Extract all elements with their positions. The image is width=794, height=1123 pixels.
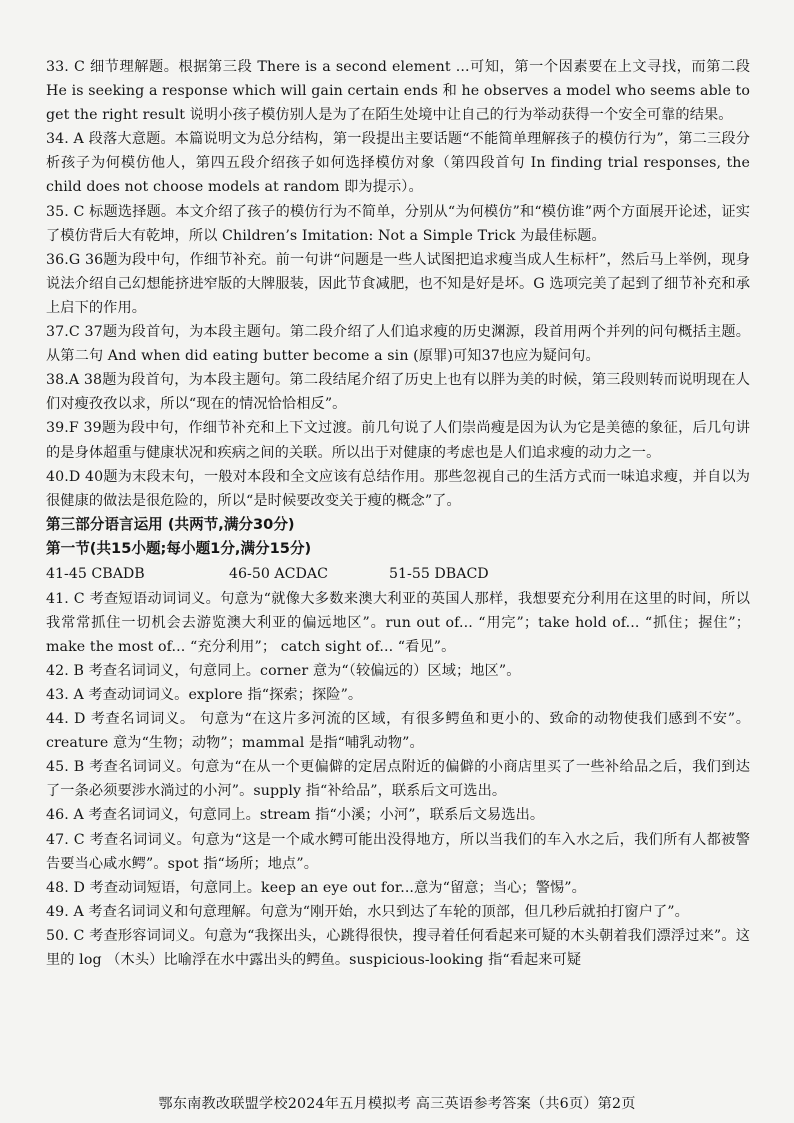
page-footer: 鄂东南教改联盟学校2024年五月模拟考 高三英语参考答案（共6页）第2页 [158,1096,636,1112]
answer-33: 33. C 细节理解题。根据第三段 There is a second element ...可知，第一个因素要在上文寻找，而第二段 He is seeking a response which will gain certain ends 和 he observes a model who seems able to get the right result 说明小孩子模仿别人是为了在陌生处境中让自己的行为举动获得一个安全可靠的结果。 [46,59,750,124]
answer-39: 39.F 39题为段中句，作细节补充和上下文过渡。前几句说了人们崇尚瘦是因为认为它是美德的象征，后几句讲的是身体超重与健康状况和疾病之间的关联。所以出于对健康的考虑也是人们追求瘦的动力之一。 [46,420,750,461]
answer-45: 45. B 考查名词词义。句意为“在从一个更偏僻的定居点附近的偏僻的小商店里买了一些补给品之后，我们到达了一条必须要涉水淌过的小河”。supply 指“补给品”，联系后文可选出。 [46,759,750,800]
answer-key-41-45: 41-45 CBADB [46,565,145,582]
answer-44: 44. D 考查名词词义。 句意为“在这片多河流的区域，有很多鳄鱼和更小的、致命的动物使我们感到不安”。creature 意为“生物；动物”；mammal 是指“哺乳动物”。 [46,711,750,752]
answer-40: 40.D 40题为末段末句，一般对本段和全文应该有总结作用。那些忽视自己的生活方式而一味追求瘦，并自以为很健康的做法是很危险的，所以“是时候要改变关于瘦的概念”了。 [46,468,750,509]
answer-49: 49. A 考查名词词义和句意理解。句意为“刚开始，水只到达了车轮的顶部，但几秒后就拍打窗户了”。 [46,903,689,920]
answer-47: 47. C 考查名词词义。句意为“这是一个咸水鳄可能出没得地方，所以当我们的车入水之后，我们所有人都被警告要当心咸水鳄”。spot 指“场所；地点”。 [46,831,750,872]
answer-41: 41. C 考查短语动词词义。句意为“就像大多数来澳大利亚的英国人那样，我想要充分利用在这里的时间，所以我常常抓住一切机会去游览澳大利亚的偏远地区”。run out of... “用完”；take hold of... “抓住；握住”； make the most of... “充分利用”； catch sight of... “看见”。 [46,590,750,655]
answer-43: 43. A 考查动词词义。explore 指“探索；探险”。 [46,686,363,703]
answer-42: 42. B 考查名词词义，句意同上。corner 意为“（较偏远的）区域；地区”。 [46,662,521,679]
answer-46: 46. A 考查名词词义，句意同上。stream 指“小溪；小河”，联系后文易选出。 [46,807,545,824]
subsection-heading: 第一节(共15小题;每小题1分,满分15分) [46,540,312,558]
answer-38: 38.A 38题为段首句，为本段主题句。第二段结尾介绍了历史上也有以胖为美的时候，第三段则转而说明现在人们对瘦孜孜以求，所以“现在的情况恰恰相反”。 [46,372,750,413]
answer-36: 36.G 36题为段中句，作细节补充。前一句讲“问题是一些人试图把追求瘦当成人生标杆”，然后马上举例，现身说法介绍自己幻想能挤进窄版的大牌服装，因此节食减肥，也不知是好是坏。G 选项完美了起到了细节补充和承上启下的作用。 [46,251,750,316]
answer-34: 34. A 段落大意题。本篇说明文为总分结构，第一段提出主要话题“不能简单理解孩子的模仿行为”，第二三段分析孩子为何模仿他人，第四五段介绍孩子如何选择模仿对象（第四段首句 In finding trial responses, the child does not choose models at random 即为提示）。 [46,131,750,196]
section-heading: 第三部分语言运用 (共两节,满分30分) [46,515,295,533]
answer-key-51-55: 51-55 DBACD [389,565,489,582]
answer-35: 35. C 标题选择题。本文介绍了孩子的模仿行为不简单，分别从“为何模仿”和“模仿谁”两个方面展开论述，证实了模仿背后大有乾坤，所以 Children’s Imitation: Not a Simple Trick 为最佳标题。 [46,203,750,244]
answer-key-row [46,562,750,587]
answer-50: 50. C 考查形容词词义。句意为“我探出头，心跳得很快，搜寻着任何看起来可疑的木头朝着我们漂浮过来”。这里的 log （木头）比喻浮在水中露出头的鳄鱼。suspicious-looking 指“看起来可疑 [46,927,750,968]
answer-key-46-50: 46-50 ACDAC [229,565,328,582]
answer-37: 37.C 37题为段首句，为本段主题句。第二段介绍了人们追求瘦的历史渊源，段首用两个并列的问句概括主题。从第二句 And when did eating butter become a sin (原罪)可知37也应为疑问句。 [46,324,750,365]
answer-48: 48. D 考查动词短语，句意同上。keep an eye out for...意为“留意；当心；警惕”。 [46,879,586,896]
